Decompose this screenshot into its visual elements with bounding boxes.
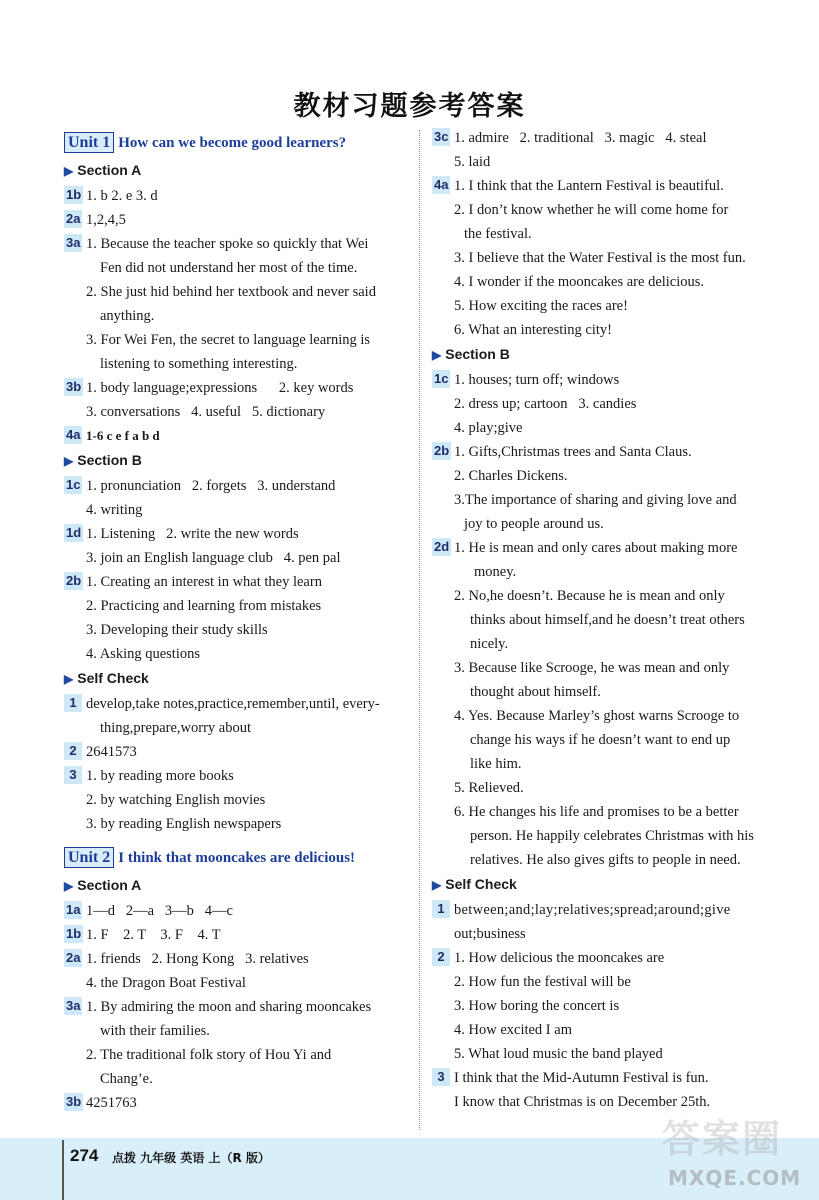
answer-label: 1d [66, 525, 82, 540]
answer-label: 3c [434, 129, 449, 144]
answer-label: 1b [66, 187, 82, 202]
u2-answer-3b: 3b 4251763 [66, 1094, 137, 1111]
self-check-3: 3 1. by reading more books 2. by watching English movies 3. by reading English newspapers [64, 764, 412, 836]
answer-label: 2a [66, 211, 81, 226]
u2-answer-1b: 1b 1. F 2. T 3. F 4. T [66, 926, 221, 943]
self-check-1: 1 develop,take notes,practice,remember,until, every- thing,prepare,worry about [64, 692, 412, 740]
unit2-section-a-heading: ▶ Section A [64, 877, 142, 893]
answer-1d: 1d 1. Listening 2. write the new words 3. join an English language club 4. pen pal [66, 525, 341, 566]
answer-label: 3 [64, 766, 82, 784]
answer-3a: 3a 1. Because the teacher spoke so quickly that Wei Fen did not understand her most of the time. 2. She just hid behind her textbook and never said anything. 3. For Wei Fen, the secret to language learning is listening to something interesting. [66, 235, 376, 372]
right-column [432, 126, 776, 1114]
book-title: 点拨 九年级 英语 上（R 版） [112, 1151, 270, 1165]
u2-answer-2a: 2a 1. friends 2. Hong Kong 3. relatives 4. the Dragon Boat Festival [66, 950, 309, 991]
unit-2-box: Unit 2 [64, 847, 114, 868]
answer-label: 1a [66, 902, 81, 917]
answer-1b: 1b 1. b 2. e 3. d [66, 187, 158, 204]
answer-2b: 2b 1. Creating an interest in what they learn 2. Practicing and learning from mistakes 3. Developing their study skills 4. Asking questions [66, 573, 322, 662]
answer-label: 3b [66, 1094, 82, 1109]
answer-label: 2b [434, 443, 450, 458]
column-divider [419, 130, 420, 1130]
answer-2a: 2a 1,2,4,5 [66, 211, 126, 228]
answer-label: 1b [66, 926, 82, 941]
answer-label: 3a [66, 235, 81, 250]
watermark-url: MXQE.COM [668, 1166, 802, 1190]
self-check-2-right: 2 1. How delicious the mooncakes are 2. How fun the festival will be 3. How boring the concert is 4. How excited I am 5. What loud music the band played [432, 946, 776, 1066]
answer-label: 3b [66, 379, 82, 394]
self-check-1-right: 1 between;and;lay;relatives;spread;around;give out;business [432, 898, 776, 946]
answer-label: 2 [64, 742, 82, 760]
section-a-heading: ▶ Section A [64, 162, 142, 178]
answer-2d: 2d 1. He is mean and only cares about making more money. 2. No,he doesn’t. Because he is mean and only thinks about himself,and he doesn’t treat others nicely. 3. Because like Scrooge, he was mean and only thought about himself. 4. Yes. Because Marley’s ghost warns Scrooge to change his ways if he doesn’t want to end up like him. 5. Relieved. 6. He changes his life and promises to be a better person. He happily celebrates Christmas with his relatives. He also gives gifts to people in need. [434, 539, 754, 868]
triangle-icon: ▶ [64, 454, 74, 468]
self-check-heading: ▶ Self Check [64, 670, 149, 686]
answer-1c: 1c 1. pronunciation 2. forgets 3. understand 4. writing [66, 477, 336, 518]
answer-label: 2a [66, 950, 81, 965]
u2-answer-3a: 3a 1. By admiring the moon and sharing mooncakes with their families. 2. The traditional folk story of Hou Yi and Chang’e. [66, 998, 372, 1087]
watermark-logo: 答案圈 [662, 1117, 783, 1161]
triangle-icon: ▶ [64, 164, 74, 178]
unit-1-box: Unit 1 [64, 132, 114, 153]
answer-label: 3a [66, 998, 81, 1013]
answer-label: 2d [434, 539, 450, 554]
answer-label: 1 [64, 694, 82, 712]
answer-label: 1c [434, 371, 449, 386]
triangle-icon: ▶ [64, 672, 74, 686]
answer-3b: 3b 1. body language;expressions 2. key words 3. conversations 4. useful 5. dictionary [66, 379, 354, 420]
answer-2b-right: 2b 1. Gifts,Christmas trees and Santa Claus. 2. Charles Dickens. 3.The importance of sharing and giving love and joy to people around us. [434, 443, 737, 532]
unit-1-heading [64, 130, 412, 156]
triangle-icon: ▶ [432, 878, 442, 892]
answer-label: 3 [432, 1068, 450, 1086]
triangle-icon: ▶ [432, 348, 442, 362]
answer-label: 1c [66, 477, 81, 492]
unit-2-title: I think that mooncakes are delicious! [118, 850, 356, 866]
unit-2-heading [64, 845, 412, 871]
triangle-icon: ▶ [64, 879, 74, 893]
answer-3c: 3c 1. admire 2. traditional 3. magic 4. steal 5. laid [434, 129, 707, 170]
answer-label: 1 [432, 900, 450, 918]
page-title: 教材习题参考答案 [293, 91, 526, 122]
footer-rule [62, 1140, 64, 1200]
answer-4a: 4a 1-6 c e f a b d [66, 427, 160, 443]
section-b-heading: ▶ Section B [64, 452, 142, 468]
self-check-2: 2 2641573 [64, 740, 412, 764]
answer-label: 4a [66, 427, 81, 442]
self-check-heading-right: ▶ Self Check [432, 876, 517, 892]
self-check-3-right: 3 I think that the Mid-Autumn Festival is fun. I know that Christmas is on December 25th. [432, 1066, 776, 1114]
section-b-heading-right: ▶ Section B [432, 346, 510, 362]
answer-1c-right: 1c 1. houses; turn off; windows 2. dress up; cartoon 3. candies 4. play;give [434, 371, 637, 436]
answer-label: 4a [434, 177, 449, 192]
u2-answer-1a: 1a 1—d 2—a 3—b 4—c [66, 902, 233, 919]
page-number: 274 [70, 1146, 99, 1165]
unit-1-title: How can we become good learners? [118, 135, 347, 151]
answer-4a-right: 4a 1. I think that the Lantern Festival is beautiful. 2. I don’t know whether he will come home for the festival. 3. I believe that the Water Festival is the most fun. 4. I wonder if the mooncakes are delicious. 5. How exciting the races are! 6. What an interesting city! [434, 177, 746, 338]
answer-label: 2 [432, 948, 450, 966]
left-column [64, 126, 412, 1115]
answer-label: 2b [66, 573, 82, 588]
